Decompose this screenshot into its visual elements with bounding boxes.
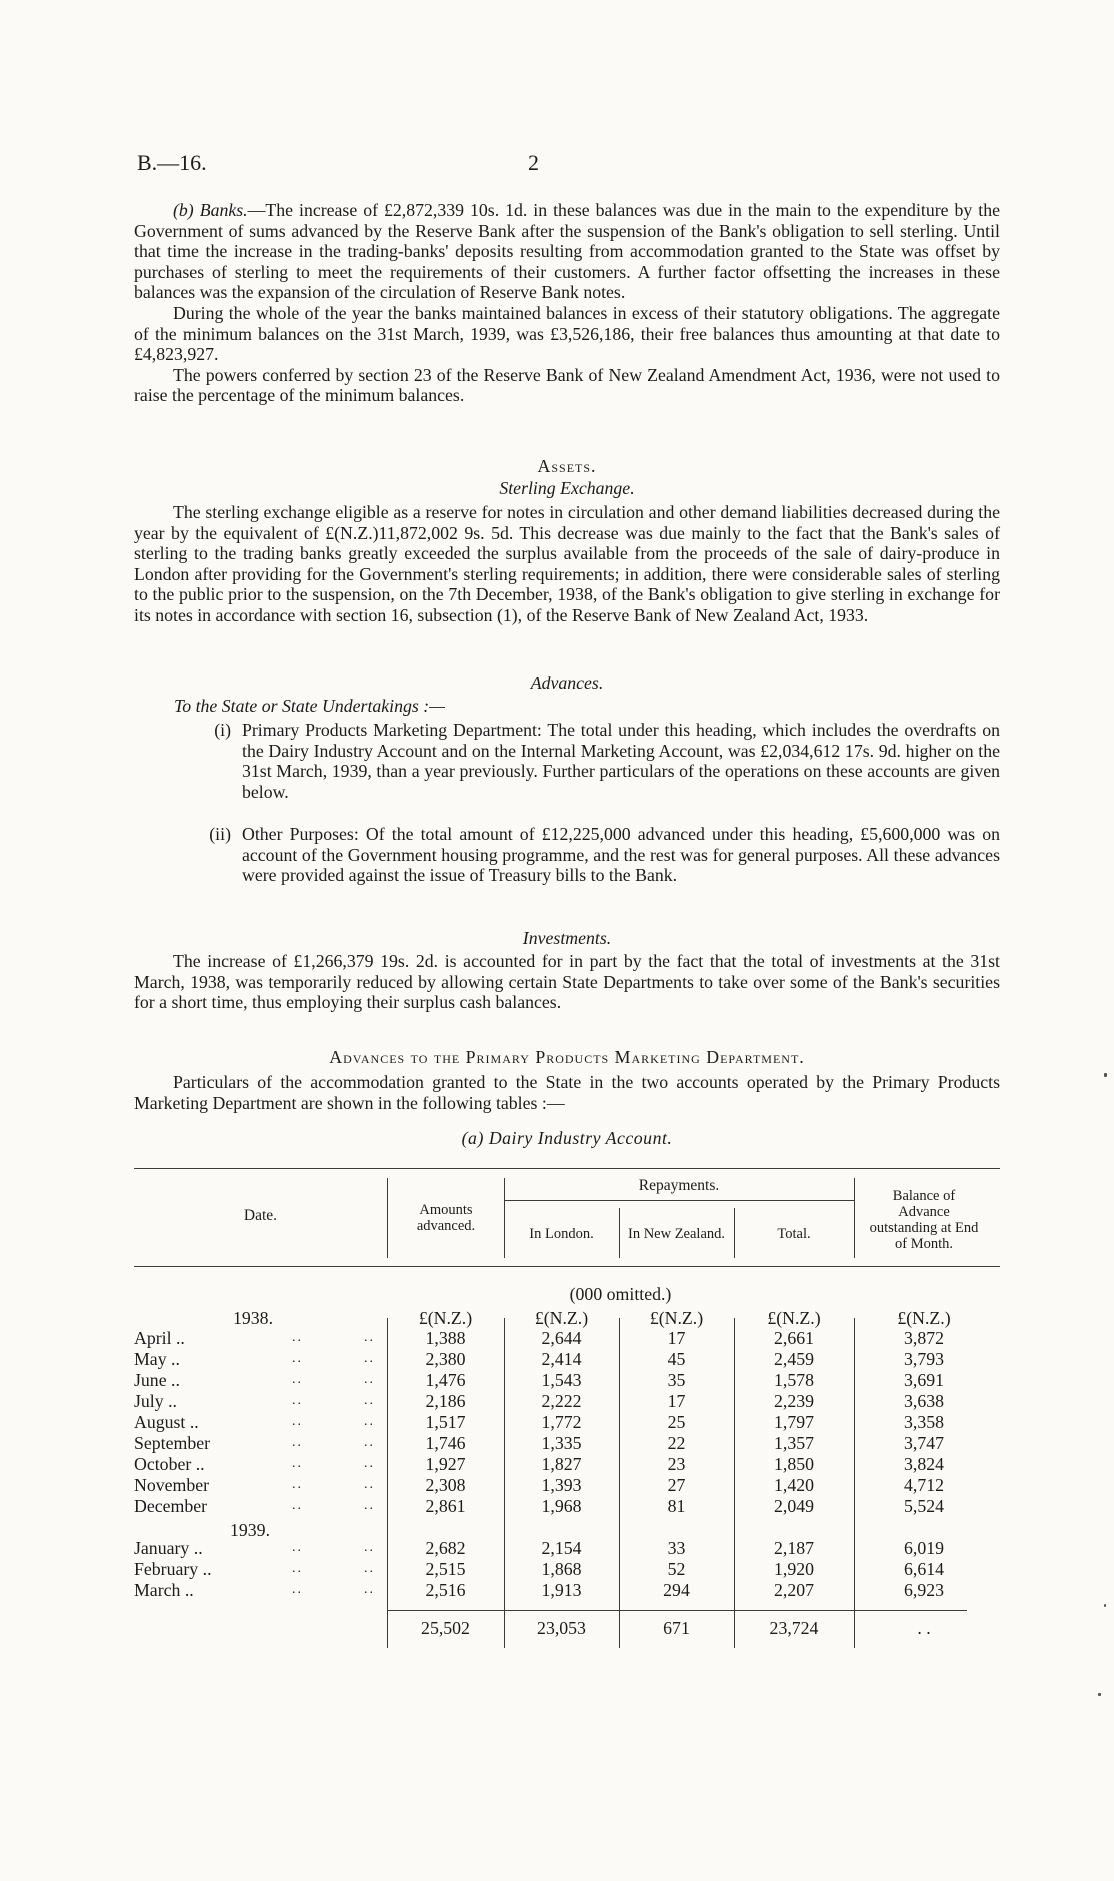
cell-london: 1,393 (541, 1475, 582, 1495)
list-item-primary-products (174, 720, 1000, 830)
cell-london: 2,644 (541, 1328, 582, 1348)
row-month: September (134, 1433, 211, 1453)
leader-dots: .. (364, 1477, 375, 1492)
banks-label: (b) Banks. (173, 200, 248, 220)
leader-dots: .. (364, 1372, 375, 1387)
cell-london: 1,827 (541, 1454, 582, 1474)
advances-heading: Advances. (530, 673, 604, 693)
cell-advanced: 1,746 (425, 1433, 466, 1453)
header-amounts-advanced: Amounts advanced. (416, 1202, 476, 1234)
paper-code: B.—16. (137, 150, 207, 175)
leader-dots: .. (292, 1456, 303, 1471)
cell-advanced: 2,516 (425, 1580, 466, 1600)
investments-heading: Investments. (522, 928, 612, 948)
cell-advanced: 1,476 (425, 1370, 466, 1390)
investments-section (134, 951, 1000, 1013)
leader-dots: .. (292, 1582, 303, 1597)
paper-speck (1098, 1693, 1101, 1696)
currency-label: £(N.Z.) (767, 1308, 821, 1328)
repayments-rule (504, 1200, 854, 1201)
row-month: April .. (134, 1328, 185, 1348)
row-month: August .. (134, 1412, 199, 1432)
cell-balance: 6,019 (903, 1538, 944, 1558)
cell-total: 1,420 (773, 1475, 814, 1495)
cell-nz: 52 (667, 1559, 686, 1579)
paper-speck (1104, 1073, 1107, 1077)
cell-advanced: 2,682 (425, 1538, 466, 1558)
currency-label: £(N.Z.) (418, 1308, 473, 1328)
cell-advanced: 1,517 (425, 1412, 466, 1432)
banks-paragraph-2: During the whole of the year the banks maintained balances in excess of their statutory obligations. The aggregate of the minimum balances on the 31st March, 1939, was £3,526,186, their free balances thus amounting at that date to £4,823,927. (134, 302, 1000, 365)
row-month: June .. (134, 1370, 180, 1390)
cell-london: 1,772 (541, 1412, 582, 1432)
cell-total: 2,187 (773, 1538, 814, 1558)
item-text: Other Purposes: Of the total amount of £12,225,000 advanced under this heading, £5,600,000 was on account of the Government housing programme, and the rest was for general purposes. All these advances were provided against the issue of Treasury bills to the Bank. (242, 824, 1000, 886)
cell-nz: 23 (667, 1454, 686, 1474)
cell-balance: 3,872 (903, 1328, 944, 1348)
sterling-heading: Sterling Exchange. (499, 478, 635, 498)
header-date: Date. (243, 1207, 278, 1224)
cell-total: 2,239 (773, 1391, 814, 1411)
body-divider (854, 1318, 855, 1648)
cell-london: 2,154 (541, 1538, 582, 1558)
cell-nz: 81 (667, 1496, 686, 1516)
leader-dots: .. (292, 1393, 303, 1408)
cell-balance: 3,793 (903, 1349, 944, 1369)
item-number: (i) (214, 720, 231, 740)
cell-london: 2,222 (541, 1391, 582, 1411)
dairy-industry-table (134, 1168, 1000, 1688)
list-item-other-purposes (174, 824, 1000, 914)
cell-advanced: 2,861 (425, 1496, 466, 1516)
cell-balance: 6,923 (903, 1580, 944, 1600)
cell-nz: 27 (667, 1475, 686, 1495)
currency-label: £(N.Z.) (649, 1308, 704, 1328)
cell-total: 1,920 (773, 1559, 814, 1579)
leader-dots: .. (292, 1351, 303, 1366)
table-caption: (a) Dairy Industry Account. (461, 1128, 673, 1148)
cell-balance: 6,614 (903, 1559, 944, 1579)
cell-balance: 4,712 (903, 1475, 944, 1495)
sterling-paragraph: The sterling exchange eligible as a reserve for notes in circulation and other demand liabilities decreased during the year by the equivalent of £(N.Z.)11,872,002 9s. 5d. This decrease was due mainly to the fact that the Bank's sales of sterling to the trading banks greatly exceeded the surplus available from the proceeds of the sale of dairy-produce in London after providing for the Government's sterling requirements; in addition, there were considerable sales of sterling to the public prior to the suspension, on the 7th December, 1938, of the Bank's obligation to give sterling in exchange for its notes in accordance with section 16, subsection (1), of the Reserve Bank of New Zealand Act, 1933. (134, 502, 1000, 625)
cell-advanced: 2,186 (425, 1391, 466, 1411)
totals-rule (387, 1610, 967, 1611)
leader-dots: .. (292, 1540, 303, 1555)
header-in-london: In London. (529, 1226, 594, 1242)
assets-heading: Assets. (537, 456, 597, 476)
year-label: 1938. (233, 1308, 274, 1328)
cell-total: 2,459 (773, 1349, 814, 1369)
row-month: December (134, 1496, 208, 1516)
ppmd-section (134, 1072, 1000, 1113)
year-label: 1939. (230, 1520, 271, 1540)
row-month: November (134, 1475, 210, 1495)
cell-total: 1,357 (773, 1433, 814, 1453)
investments-paragraph: The increase of £1,266,379 19s. 2d. is accounted for in part by the fact that the total of investments at the 31st March, 1938, was temporarily reduced by allowing certain State Departments to take over some of the Bank's securities for a short time, thus employing their surplus cash balances. (134, 951, 1000, 1013)
item-number: (ii) (209, 824, 231, 844)
row-month: March .. (134, 1580, 194, 1600)
cell-nz: 22 (667, 1433, 686, 1453)
ppmd-paragraph: Particulars of the accommodation granted to the State in the two accounts operated by the Primary Products Marketing Department are shown in the following tables :— (134, 1072, 1000, 1113)
cell-london: 2,414 (541, 1349, 582, 1369)
cell-nz: 17 (667, 1328, 686, 1348)
cell-total: 2,049 (773, 1496, 814, 1516)
cell-london: 1,868 (541, 1559, 582, 1579)
header-divider (387, 1178, 388, 1258)
omitted-note: (000 omitted.) (569, 1284, 672, 1304)
row-month: July .. (134, 1391, 177, 1411)
cell-nz: 35 (667, 1370, 686, 1390)
leader-dots: .. (292, 1435, 303, 1450)
leader-dots: .. (292, 1414, 303, 1429)
leader-dots: .. (292, 1498, 303, 1513)
cell-nz: 294 (663, 1580, 690, 1600)
currency-label: £(N.Z.) (897, 1308, 951, 1328)
banks-paragraph-3: The powers conferred by section 23 of the Reserve Bank of New Zealand Amendment Act, 1936, were not used to raise the percentage of the minimum balances. (134, 364, 1000, 406)
cell-balance: 3,638 (903, 1391, 944, 1411)
leader-dots: .. (364, 1498, 375, 1513)
cell-advanced: 2,308 (425, 1475, 466, 1495)
cell-balance: 3,358 (903, 1412, 944, 1432)
ppmd-heading: Advances to the Primary Products Marketing Department. (329, 1047, 805, 1067)
leader-dots: .. (364, 1435, 375, 1450)
banks-text: —The increase of £2,872,339 10s. 1d. in these balances was due in the main to the expenditure by the Government of sums advanced by the Reserve Bank after the suspension of the Bank's obligation to sell sterling. Until that time the increase in the trading-banks' deposits resulting from accommodation granted to the State was offset by purchases of sterling to meet the requirements of their customers. A further factor offsetting the increases in these balances was the expansion of the circulation of Reserve Bank notes. (134, 200, 1000, 303)
header-divider (854, 1178, 855, 1258)
cell-nz: 17 (667, 1391, 686, 1411)
total-total: 23,724 (769, 1618, 819, 1638)
cell-nz: 33 (667, 1538, 686, 1558)
cell-balance: 5,524 (903, 1496, 944, 1516)
total-london: 23,053 (537, 1618, 586, 1638)
leader-dots: .. (292, 1330, 303, 1345)
cell-london: 1,913 (541, 1580, 582, 1600)
row-month: February .. (134, 1559, 212, 1579)
banks-paragraph-1 (134, 200, 1000, 303)
cell-advanced: 2,380 (425, 1349, 466, 1369)
cell-london: 1,968 (541, 1496, 582, 1516)
leader-dots: .. (292, 1561, 303, 1576)
leader-dots: .. (364, 1351, 375, 1366)
leader-dots: .. (364, 1414, 375, 1429)
row-month: October .. (134, 1454, 205, 1474)
state-undertakings-heading: To the State or State Undertakings :— (174, 696, 445, 716)
cell-total: 2,207 (773, 1580, 814, 1600)
sterling-section (134, 502, 1000, 626)
cell-total: 1,797 (773, 1412, 814, 1432)
cell-advanced: 2,515 (425, 1559, 466, 1579)
total-advanced: 25,502 (421, 1618, 470, 1638)
leader-dots: .. (292, 1477, 303, 1492)
cell-nz: 45 (667, 1349, 686, 1369)
table-header-rule (134, 1266, 1000, 1267)
table-top-rule (134, 1168, 1000, 1169)
leader-dots: .. (364, 1582, 375, 1597)
total-balance: . . (917, 1618, 931, 1638)
total-nz: 671 (663, 1618, 690, 1638)
cell-london: 1,543 (541, 1370, 582, 1390)
row-month: January .. (134, 1538, 203, 1558)
cell-total: 1,850 (773, 1454, 814, 1474)
page-number: 2 (528, 150, 539, 175)
cell-balance: 3,824 (903, 1454, 944, 1474)
cell-london: 1,335 (541, 1433, 582, 1453)
cell-advanced: 1,927 (425, 1454, 466, 1474)
item-text: Primary Products Marketing Department: The total under this heading, which includes the overdrafts on the Dairy Industry Account and on the Internal Marketing Account, was £2,034,612 17s. 9d. higher on the 31st March, 1939, than a year previously. Further particulars of the operations on these accounts are given below. (242, 720, 1000, 802)
cell-balance: 3,691 (903, 1370, 944, 1390)
paper-speck (1104, 1604, 1106, 1607)
header-balance: Balance of Advance outstanding at End of Month. (869, 1188, 979, 1252)
leader-dots: .. (364, 1561, 375, 1576)
leader-dots: .. (364, 1393, 375, 1408)
row-month: May .. (134, 1349, 180, 1369)
banks-section (134, 200, 1000, 406)
leader-dots: .. (364, 1456, 375, 1471)
cell-balance: 3,747 (903, 1433, 944, 1453)
header-total: Total. (777, 1226, 811, 1242)
cell-total: 1,578 (773, 1370, 814, 1390)
leader-dots: .. (364, 1330, 375, 1345)
leader-dots: .. (292, 1372, 303, 1387)
cell-nz: 25 (667, 1412, 686, 1432)
header-in-new-zealand: In New Zealand. (627, 1226, 726, 1242)
cell-advanced: 1,388 (425, 1328, 466, 1348)
currency-label: £(N.Z.) (534, 1308, 589, 1328)
header-repayments: Repayments. (638, 1177, 720, 1194)
cell-total: 2,661 (773, 1328, 814, 1348)
leader-dots: .. (364, 1540, 375, 1555)
